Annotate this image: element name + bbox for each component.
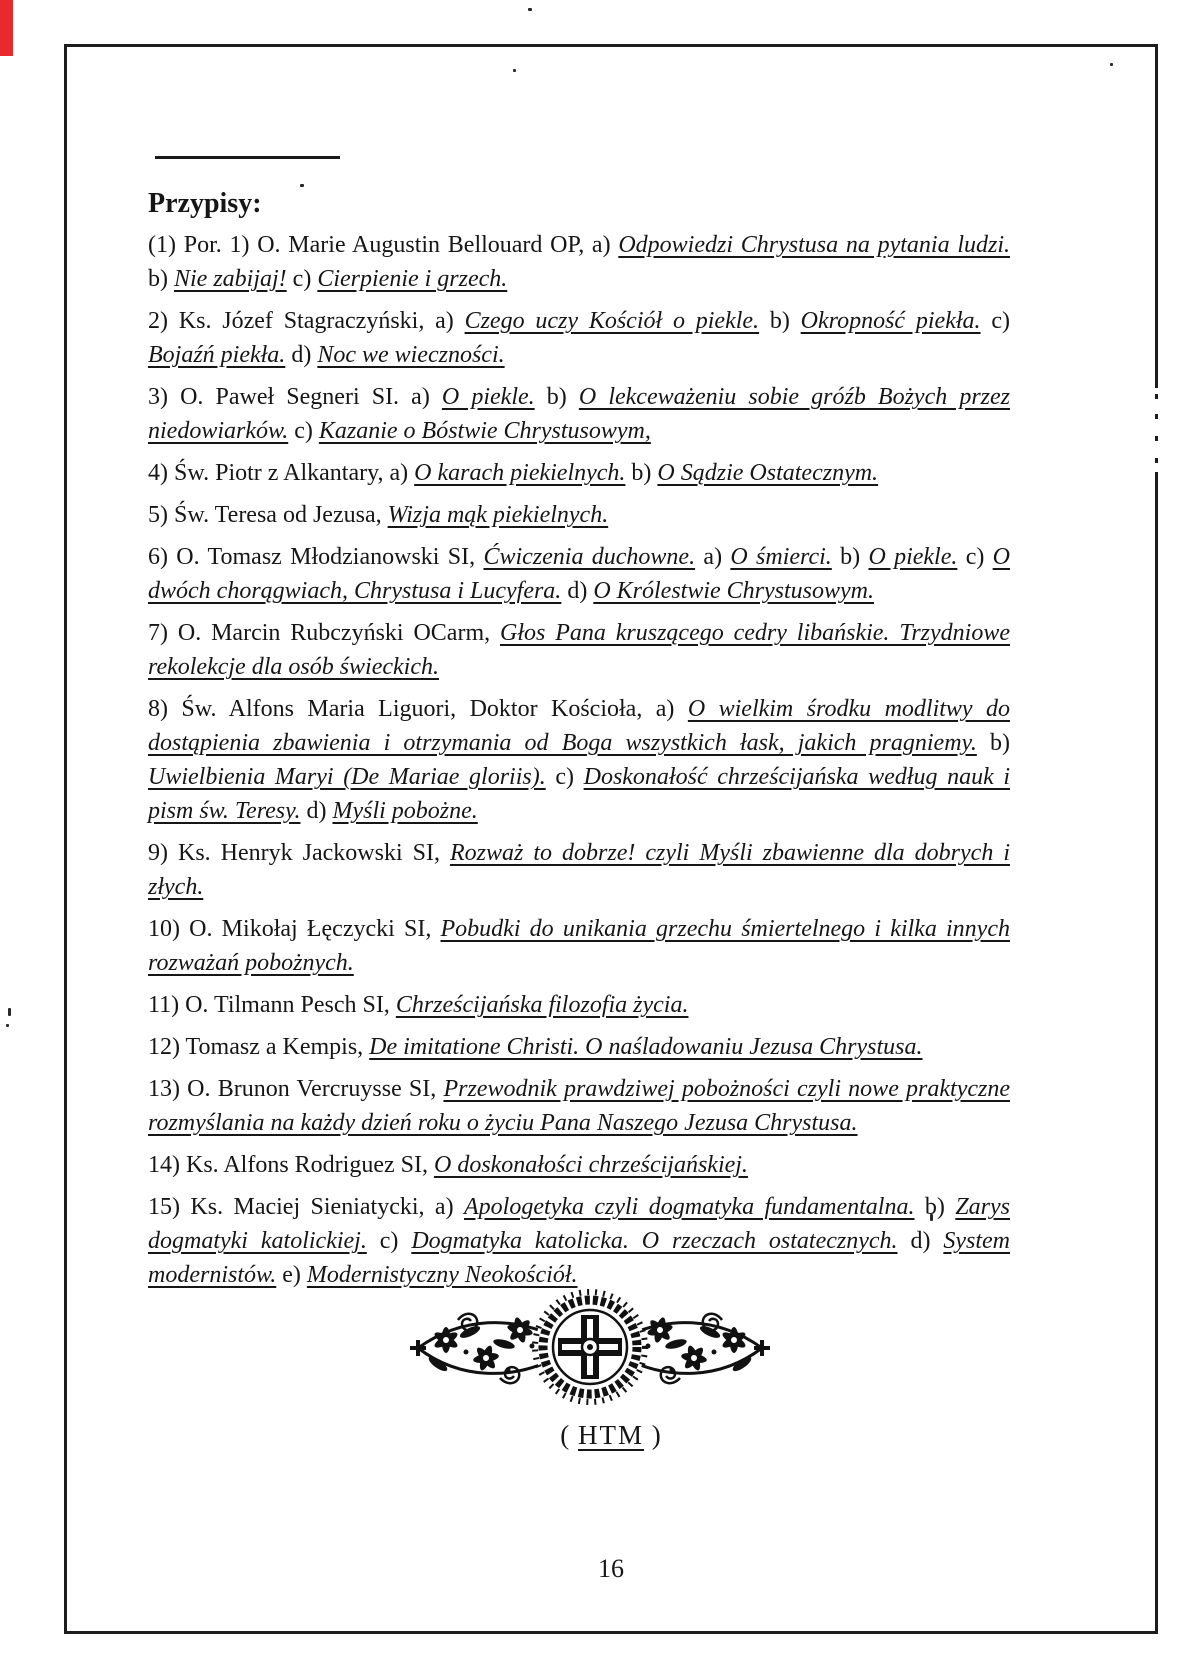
entry-text: b) bbox=[914, 1194, 956, 1220]
work-title: Wizja mąk piekielnych. bbox=[387, 502, 609, 528]
work-title: Kazanie o Bóstwie Chrystusowym, bbox=[318, 418, 651, 444]
work-title: Przewodnik prawdziwej pobożności czyli nowe praktyczne rozmyślania na każdy dzień roku o życiu Pana Naszego Jezusa Chrystusa. bbox=[148, 1076, 1010, 1136]
entry-text: 3) O. Paweł Segneri SI. a) bbox=[148, 384, 442, 410]
scan-speck bbox=[300, 184, 304, 187]
entry-text: b) bbox=[759, 308, 801, 334]
entry-text: 5) Św. Teresa od Jezusa, bbox=[148, 502, 388, 528]
paren-close: ) bbox=[644, 1420, 662, 1450]
border-gap bbox=[1152, 388, 1162, 472]
footnote-entry bbox=[148, 1148, 1010, 1182]
footnote-entry bbox=[148, 988, 1010, 1022]
work-title: Noc we wieczności. bbox=[317, 342, 505, 368]
entry-text: d) bbox=[897, 1228, 944, 1254]
entry-text: (1) Por. 1) O. Marie Augustin Bellouard OP, a) bbox=[148, 232, 619, 258]
footnote-entry bbox=[148, 616, 1010, 684]
footnote-entry bbox=[148, 1190, 1010, 1292]
work-title: Bojaźń piekła. bbox=[148, 342, 286, 368]
entry-text: 10) O. Mikołaj Łęczycki SI, bbox=[148, 916, 441, 942]
entry-text: b) bbox=[976, 730, 1010, 756]
paren-open: ( bbox=[560, 1420, 578, 1450]
work-title: De imitatione Christi. O naśladowaniu Jezusa Chrystusa. bbox=[369, 1034, 923, 1060]
footnote-separator-rule bbox=[155, 156, 340, 159]
work-title: Okropność piekła. bbox=[800, 308, 981, 334]
work-title: Pobudki do unikania grzechu śmiertelnego i kilka innych rozważań pobożnych. bbox=[148, 916, 1010, 976]
footnote-entry bbox=[148, 540, 1010, 608]
work-title: Odpowiedzi Chrystusa na pytania ludzi. bbox=[618, 232, 1010, 258]
work-title: Dogmatyka katolicka. O rzeczach ostatecznych. bbox=[411, 1228, 898, 1254]
entry-text: b) bbox=[831, 544, 869, 570]
footnote-entry bbox=[148, 836, 1010, 904]
work-title: Nie zabijaj! bbox=[174, 266, 287, 292]
work-title: Apologetyka czyli dogmatyka fundamentalna. bbox=[464, 1194, 915, 1220]
scan-speck bbox=[8, 1008, 11, 1016]
entry-text: d) bbox=[300, 798, 333, 824]
entry-text: c) bbox=[545, 764, 584, 790]
scan-speck bbox=[6, 1024, 9, 1027]
work-title: Chrześcijańska filozofia życia. bbox=[395, 992, 689, 1018]
footnote-entry bbox=[148, 1030, 1010, 1064]
work-title: Czego uczy Kościół o piekle. bbox=[464, 308, 760, 334]
page-heading: Przypisy: bbox=[148, 188, 262, 219]
entry-text: c) bbox=[366, 1228, 412, 1254]
floral-cross-ornament bbox=[408, 1286, 772, 1408]
work-title: System modernistów. bbox=[148, 1228, 1011, 1288]
entry-text: 9) Ks. Henryk Jackowski SI, bbox=[148, 840, 450, 866]
footnote-entry bbox=[148, 380, 1010, 448]
work-title: O dwóch chorągwiach, Chrystusa i Lucyfera. bbox=[148, 544, 1011, 604]
work-title: Cierpienie i grzech. bbox=[317, 266, 508, 292]
entry-text: c) bbox=[286, 266, 318, 292]
scan-speck bbox=[1110, 63, 1113, 66]
ornament-graphic bbox=[408, 1286, 772, 1408]
work-title: O śmierci. bbox=[730, 544, 832, 570]
entry-text: 12) Tomasz a Kempis, bbox=[148, 1034, 370, 1060]
entry-text: b) bbox=[148, 266, 174, 292]
work-title: Głos Pana kruszącego cedry libańskie. Trzydniowe rekolekcje dla osób świeckich. bbox=[148, 620, 1010, 680]
footnote-entry bbox=[148, 912, 1010, 980]
entry-text: a) bbox=[695, 544, 731, 570]
entry-text: 7) O. Marcin Rubczyński OCarm, bbox=[148, 620, 500, 646]
work-title: Rozważ to dobrze! czyli Myśli zbawienne dla dobrych i złych. bbox=[148, 840, 1010, 900]
entry-text: 8) Św. Alfons Maria Liguori, Doktor Kościoła, a) bbox=[148, 696, 688, 722]
entry-text: 4) Św. Piotr z Alkantary, a) bbox=[148, 460, 415, 486]
scan-speck bbox=[513, 69, 516, 72]
entry-text: 6) O. Tomasz Młodzianowski SI, bbox=[148, 544, 484, 570]
entry-text: c) bbox=[957, 544, 993, 570]
entry-text: 14) Ks. Alfons Rodriguez SI, bbox=[148, 1152, 434, 1178]
htm-link-line bbox=[64, 1420, 1158, 1451]
work-title: O Sądzie Ostatecznym. bbox=[657, 460, 879, 486]
entry-text: d) bbox=[561, 578, 594, 604]
footnote-entry bbox=[148, 304, 1010, 372]
work-title: O piekle. bbox=[868, 544, 958, 570]
entry-text: 15) Ks. Maciej Sieniatycki, a) bbox=[148, 1194, 464, 1220]
work-title: O doskonałości chrześcijańskiej. bbox=[433, 1152, 748, 1178]
scan-speck bbox=[528, 8, 532, 11]
footnote-entry bbox=[148, 456, 1010, 490]
red-corner-mark bbox=[0, 0, 13, 56]
entry-text: c) bbox=[980, 308, 1010, 334]
work-title: Zarys dogmatyki katolickiej. bbox=[148, 1194, 1010, 1254]
work-title: O piekle. bbox=[441, 384, 535, 410]
page-number: 16 bbox=[598, 1554, 624, 1583]
htm-link[interactable]: HTM bbox=[578, 1420, 644, 1450]
entry-text: 2) Ks. Józef Stagraczyński, a) bbox=[148, 308, 465, 334]
footnotes-section bbox=[148, 188, 1010, 1300]
footnote-entry bbox=[148, 1072, 1010, 1140]
work-title: O Królestwie Chrystusowym. bbox=[593, 578, 874, 604]
footnote-entry bbox=[148, 498, 1010, 532]
entry-text: e) bbox=[276, 1262, 307, 1288]
work-title: Doskonałość chrześcijańska według nauk i pism św. Teresy. bbox=[148, 764, 1010, 824]
entry-text: d) bbox=[285, 342, 318, 368]
footnote-entry bbox=[148, 692, 1010, 828]
footnote-entry bbox=[148, 228, 1010, 296]
entry-text: b) bbox=[625, 460, 658, 486]
work-title: Myśli pobożne. bbox=[332, 798, 478, 824]
work-title: O lekceważeniu sobie gróźb Bożych przez niedowiarków. bbox=[148, 384, 1011, 444]
work-title: O wielkim środku modlitwy do dostąpienia zbawienia i otrzymania od Boga wszystkich łask, jakich pragniemy. bbox=[148, 696, 1010, 756]
entry-text: 13) O. Brunon Vercruysse SI, bbox=[148, 1076, 444, 1102]
work-title: Ćwiczenia duchowne. bbox=[483, 544, 696, 570]
entry-text: 11) O. Tilmann Pesch SI, bbox=[148, 992, 396, 1018]
work-title: Uwielbienia Maryi (De Mariae gloriis). bbox=[148, 764, 546, 790]
entry-text: b) bbox=[534, 384, 579, 410]
footnotes-list bbox=[148, 228, 1010, 1292]
work-title: O karach piekielnych. bbox=[414, 460, 626, 486]
entry-text: c) bbox=[288, 418, 319, 444]
work-title: Modernistyczny Neokościół. bbox=[306, 1262, 578, 1288]
